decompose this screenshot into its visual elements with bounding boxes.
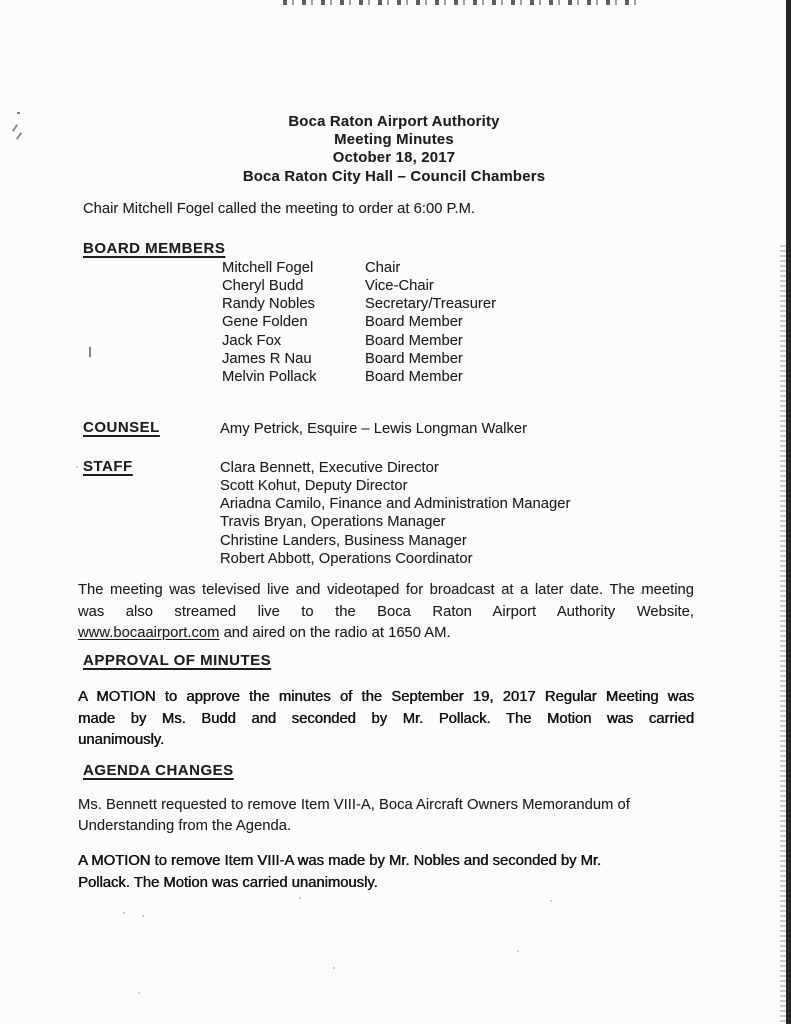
staff-heading: STAFF	[83, 458, 133, 475]
board-member-row	[222, 277, 496, 295]
board-member-row	[222, 368, 496, 386]
scan-speck	[333, 967, 335, 969]
board-member-name: Melvin Pollack	[222, 368, 317, 385]
staff-member: Robert Abbott, Operations Coordinator	[220, 550, 473, 567]
scan-speck	[142, 915, 144, 917]
scan-speck	[138, 992, 140, 994]
website-link: www.bocaairport.com	[78, 625, 220, 641]
right-edge-scan-noise	[780, 245, 786, 1024]
margin-pen-mark	[16, 132, 22, 140]
agenda-motion-paragraph	[78, 851, 718, 894]
right-edge-scan-line	[786, 0, 791, 1024]
board-member-name: Randy Nobles	[222, 296, 315, 313]
board-member-role: Chair	[365, 260, 401, 276]
board-member-row	[222, 259, 496, 277]
approval-of-minutes-heading: APPROVAL OF MINUTES	[83, 652, 272, 669]
paragraph-line: A MOTION to remove Item VIII-A was made by Mr. Nobles and seconded by Mr.	[78, 853, 602, 869]
staff-member: Clara Bennett, Executive Director	[220, 460, 439, 476]
agenda-changes-heading: AGENDA CHANGES	[83, 762, 234, 779]
agenda-request-paragraph	[78, 795, 718, 837]
scan-speck	[76, 466, 78, 468]
paragraph-line: A MOTION to approve the minutes of the September 19, 2017 Regular Meeting was	[78, 689, 694, 705]
board-member-role: Secretary/Treasurer	[365, 296, 497, 313]
paragraph-line-rest: and aired on the radio at 1650 AM.	[219, 625, 451, 641]
margin-tick-mark	[89, 347, 91, 357]
board-members-list	[222, 259, 496, 386]
staff-member: Christine Landers, Business Manager	[220, 532, 467, 549]
scan-speck	[123, 912, 125, 914]
board-member-row	[222, 295, 496, 313]
doc-title-block	[80, 113, 708, 186]
paragraph-line: was also streamed live to the Boca Raton Airport Authority Website,	[78, 603, 694, 620]
board-member-role: Vice-Chair	[365, 278, 434, 295]
margin-pen-mark	[12, 124, 18, 132]
counsel-heading: COUNSEL	[83, 419, 160, 436]
doc-title-type: Meeting Minutes	[334, 132, 454, 149]
called-to-order-line: Chair Mitchell Fogel called the meeting to order at 6:00 P.M.	[83, 201, 476, 217]
paragraph-line: Ms. Bennett requested to remove Item VIII-A, Boca Aircraft Owners Memorandum of	[78, 797, 630, 813]
doc-title-org: Boca Raton Airport Authority	[288, 114, 500, 130]
doc-title-date: October 18, 2017	[332, 150, 456, 167]
scan-speck	[517, 950, 519, 952]
top-edge-cutoff-text-artifact	[283, 0, 643, 5]
board-member-row	[222, 313, 496, 331]
staff-member: Travis Bryan, Operations Manager	[220, 514, 446, 531]
board-member-name: James R Nau	[222, 350, 312, 367]
paragraph-line: made by Ms. Budd and seconded by Mr. Pollack. The Motion was carried	[78, 710, 694, 727]
paragraph-line: unanimously.	[78, 732, 165, 748]
doc-title-location: Boca Raton City Hall – Council Chambers	[242, 168, 546, 185]
board-member-name: Cheryl Budd	[222, 278, 304, 295]
counsel-value: Amy Petrick, Esquire – Lewis Longman Walker	[220, 421, 528, 437]
paragraph-line: The meeting was televised live and videotaped for broadcast at a later date. The meeting	[78, 582, 694, 598]
board-member-role: Board Member	[365, 314, 463, 331]
paragraph-line	[78, 623, 694, 645]
board-member-name: Gene Folden	[222, 314, 308, 331]
paragraph-line: Understanding from the Agenda.	[78, 818, 292, 835]
margin-pen-mark	[17, 112, 20, 114]
scan-speck	[550, 900, 552, 902]
board-members-heading: BOARD MEMBERS	[83, 240, 226, 257]
approval-motion-paragraph	[78, 687, 694, 752]
staff-member: Scott Kohut, Deputy Director	[220, 478, 408, 495]
paragraph-line: Pollack. The Motion was carried unanimously.	[78, 874, 378, 891]
board-member-role: Board Member	[365, 368, 463, 385]
board-member-role: Board Member	[365, 332, 463, 349]
broadcast-paragraph	[78, 580, 694, 645]
board-member-role: Board Member	[365, 350, 463, 367]
board-member-name: Jack Fox	[222, 332, 282, 349]
staff-member: Ariadna Camilo, Finance and Administration Manager	[220, 496, 571, 513]
board-member-name: Mitchell Fogel	[222, 260, 314, 276]
board-member-row	[222, 332, 496, 350]
scan-speck	[299, 897, 301, 899]
board-member-row	[222, 350, 496, 368]
staff-list	[220, 459, 570, 568]
